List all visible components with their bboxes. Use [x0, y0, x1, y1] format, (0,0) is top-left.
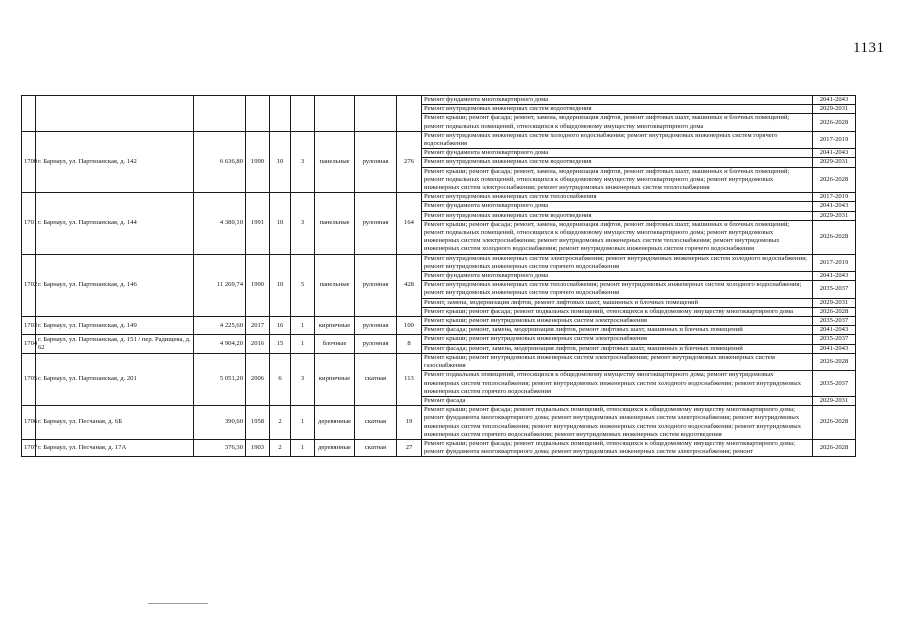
apartment-count: 276 — [397, 131, 422, 192]
work-description: Ремонт внутридомовых инженерных систем электроснабжения; ремонт внутридомовых инженерных систем холодного водоснабжения; ремонт внутридомовых инженерных систем горячего водоснабжения — [422, 254, 813, 271]
floor-count: 6 — [270, 353, 291, 405]
work-description: Ремонт крыши; ремонт внутридомовых инженерных систем электроснабжения — [422, 335, 813, 344]
work-description: Ремонт внутридомовых инженерных систем теплоснабжения — [422, 193, 813, 202]
table-row — [22, 439, 856, 456]
building-address: г. Барнаул, ул. Партизанская, д. 144 — [36, 193, 194, 254]
roof-type: рулонная — [355, 317, 397, 335]
entrance-count: 3 — [291, 353, 315, 405]
work-period: 2026-2028 — [813, 439, 856, 456]
work-period: 2041-2043 — [813, 344, 856, 353]
roof-type: скатная — [355, 439, 397, 456]
total-area: 4 380,10 — [194, 193, 246, 254]
wall-material: деревянные — [315, 439, 355, 456]
apartment-count: 19 — [397, 406, 422, 440]
work-period: 2026-2028 — [813, 406, 856, 440]
wall-material: деревянные — [315, 406, 355, 440]
work-description: Ремонт фундамента многоквартирного дома — [422, 202, 813, 211]
apartment-count: 113 — [397, 353, 422, 405]
work-period: 2026-2028 — [813, 307, 856, 316]
empty-area-cell — [194, 96, 246, 132]
floor-count: 10 — [270, 254, 291, 316]
row-number: 1705 — [22, 353, 36, 405]
work-description: Ремонт крыши; ремонт фасада; ремонт, замена, модернизация лифтов, ремонт лифтовых шахт, машинных и блочных помещений; ремонт подвальных помещений, относящихся к общедомовому имуществу многоквартирного дома — [422, 114, 813, 131]
work-period: 2017-2019 — [813, 193, 856, 202]
work-description: Ремонт фундамента многоквартирного дома — [422, 96, 813, 105]
floor-count: 10 — [270, 193, 291, 254]
roof-type: рулонная — [355, 335, 397, 353]
building-address: г. Барнаул, ул. Партизанская, д. 151 / пер. Радищева, д. 62 — [36, 335, 194, 353]
work-period: 2029-2031 — [813, 158, 856, 167]
work-description: Ремонт фундамента многоквартирного дома — [422, 272, 813, 281]
work-description: Ремонт крыши; ремонт фасада; ремонт подвальных помещений, относящихся к общедомовому имуществу многоквартирного дома; ремонт фундамента многоквартирного дома; ремонт внутридомовых инженерных систем электроснабжения; ремонт внутридомовых инженерных систем теплоснабжения; ремонт внутридомовых инженерных систем холодного водоснабжения; ремонт внутридомовых инженерных систем горячего водоснабжения; ремонт внутридомовых инженерных систем водоотведения — [422, 406, 813, 440]
work-period: 2035-2037 — [813, 281, 856, 298]
work-period: 2026-2028 — [813, 353, 856, 370]
apartment-count: 27 — [397, 439, 422, 456]
floor-count: 15 — [270, 335, 291, 353]
work-period: 2017-2019 — [813, 131, 856, 148]
roof-type: рулонная — [355, 193, 397, 254]
row-number: 1701 — [22, 193, 36, 254]
roof-type: рулонная — [355, 131, 397, 192]
wall-material: кирпичные — [315, 353, 355, 405]
building-address: г. Барнаул, ул. Партизанская, д. 201 — [36, 353, 194, 405]
apartment-count: 8 — [397, 335, 422, 353]
work-description: Ремонт крыши; ремонт фасада; ремонт, замена, модернизация лифтов, ремонт лифтовых шахт, машинных и блочных помещений; ремонт подвальных помещений, относящихся к общедомовому имуществу многоквартирного дома; ремонт внутридомовых инженерных систем электроснабжения; ремонт внутридомовых инженерных систем теплоснабжения; ремонт внутридомовых инженерных систем холодного водоснабжения; ремонт внутридомовых инженерных систем горячего водоснабжения — [422, 220, 813, 254]
work-description: Ремонт фасада; ремонт, замена, модернизация лифтов, ремонт лифтовых шахт, машинных и блочных помещений — [422, 326, 813, 335]
entrance-count: 3 — [291, 193, 315, 254]
floor-count: 2 — [270, 406, 291, 440]
empty-apartments-cell — [397, 96, 422, 132]
total-area: 4 225,60 — [194, 317, 246, 335]
entrance-count: 5 — [291, 254, 315, 316]
work-period: 2029-2031 — [813, 298, 856, 307]
work-period: 2026-2028 — [813, 167, 856, 193]
work-period: 2035-2037 — [813, 371, 856, 397]
construction-year: 2017 — [246, 317, 270, 335]
building-address: г. Барнаул, ул. Партизанская, д. 142 — [36, 131, 194, 192]
row-number: 1707 — [22, 439, 36, 456]
total-area: 11 269,74 — [194, 254, 246, 316]
entrance-count: 1 — [291, 317, 315, 335]
work-period: 2029-2031 — [813, 105, 856, 114]
table-row — [22, 131, 856, 148]
work-description: Ремонт внутридомовых инженерных систем теплоснабжения; ремонт внутридомовых инженерных систем холодного водоснабжения; ремонт внутридомовых инженерных систем горячего водоснабжения — [422, 281, 813, 298]
work-description: Ремонт крыши; ремонт фасада; ремонт подвальных помещений, относящихся к общедомовому имуществу многоквартирного дома; ремонт фундамента многоквартирного дома; ремонт внутридомовых инженерных систем электроснабжения; ремонт — [422, 439, 813, 456]
total-area: 376,30 — [194, 439, 246, 456]
entrance-count: 3 — [291, 131, 315, 192]
work-description: Ремонт крыши; ремонт фасада; ремонт подвальных помещений, относящихся к общедомовому имуществу многоквартирного дома — [422, 307, 813, 316]
table-row — [22, 406, 856, 440]
empty-address-cell — [36, 96, 194, 132]
work-period: 2029-2031 — [813, 211, 856, 220]
row-number: 1706 — [22, 406, 36, 440]
row-number: 1704 — [22, 335, 36, 353]
roof-type: рулонная — [355, 254, 397, 316]
work-description: Ремонт фасада; ремонт, замена, модернизация лифтов, ремонт лифтовых шахт, машинных и блочных помещений — [422, 344, 813, 353]
empty-num-cell — [22, 96, 36, 132]
entrance-count: 1 — [291, 439, 315, 456]
floor-count: 10 — [270, 131, 291, 192]
work-description: Ремонт крыши; ремонт фасада; ремонт, замена, модернизация лифтов, ремонт лифтовых шахт, машинных и блочных помещений; ремонт подвальных помещений, относящихся к общедомовому имуществу многоквартирного дома; ремонт внутридомовых инженерных систем электроснабжения; ремонт внутридомовых инженерных систем теплоснабжения — [422, 167, 813, 193]
row-number: 1703 — [22, 317, 36, 335]
total-area: 4 904,20 — [194, 335, 246, 353]
work-description: Ремонт крыши; ремонт внутридомовых инженерных систем электроснабжения; ремонт внутридомовых инженерных систем газоснабжения — [422, 353, 813, 370]
total-area: 6 636,80 — [194, 131, 246, 192]
wall-material: панельные — [315, 131, 355, 192]
work-description: Ремонт внутридомовых инженерных систем водоотведения — [422, 105, 813, 114]
table-row — [22, 335, 856, 344]
work-period: 2041-2043 — [813, 149, 856, 158]
work-period: 2041-2043 — [813, 272, 856, 281]
wall-material: панельные — [315, 254, 355, 316]
work-period: 2041-2043 — [813, 96, 856, 105]
roof-type: скатная — [355, 406, 397, 440]
table-row — [22, 193, 856, 202]
work-period: 2041-2043 — [813, 326, 856, 335]
empty-year-cell — [246, 96, 270, 132]
construction-year: 1958 — [246, 406, 270, 440]
wall-material: панельные — [315, 193, 355, 254]
work-period: 2041-2043 — [813, 202, 856, 211]
work-period: 2017-2019 — [813, 254, 856, 271]
table-row — [22, 254, 856, 271]
construction-year: 1990 — [246, 131, 270, 192]
building-address: г. Барнаул, ул. Песчаная, д. 17А — [36, 439, 194, 456]
table-row — [22, 353, 856, 370]
work-description: Ремонт, замена, модернизация лифтов, ремонт лифтовых шахт, машинных и блочных помещений — [422, 298, 813, 307]
construction-year: 2006 — [246, 353, 270, 405]
work-description: Ремонт подвальных помещений, относящихся к общедомовому имуществу многоквартирного дома; ремонт внутридомовых инженерных систем теплоснабжения; ремонт внутридомовых инженерных систем холодного водоснабжения; ремонт внутридомовых инженерных систем горячего водоснабжения — [422, 371, 813, 397]
empty-entrances-cell — [291, 96, 315, 132]
construction-year: 1990 — [246, 254, 270, 316]
table-body — [22, 96, 856, 457]
work-period: 2026-2028 — [813, 114, 856, 131]
apartment-count: 428 — [397, 254, 422, 316]
floor-count: 16 — [270, 317, 291, 335]
construction-year: 2016 — [246, 335, 270, 353]
building-address: г. Барнаул, ул. Партизанская, д. 146 — [36, 254, 194, 316]
entrance-count: 1 — [291, 406, 315, 440]
empty-walls-cell — [315, 96, 355, 132]
total-area: 5 051,20 — [194, 353, 246, 405]
roof-type: скатная — [355, 353, 397, 405]
building-address: г. Барнаул, ул. Песчаная, д. 6Б — [36, 406, 194, 440]
table-row — [22, 96, 856, 105]
work-period: 2035-2037 — [813, 335, 856, 344]
work-description: Ремонт внутридомовых инженерных систем холодного водоснабжения; ремонт внутридомовых инженерных систем горячего водоснабжения — [422, 131, 813, 148]
capital-repair-table — [21, 95, 856, 457]
empty-roof-cell — [355, 96, 397, 132]
work-description: Ремонт внутридомовых инженерных систем водоотведения — [422, 211, 813, 220]
construction-year: 1903 — [246, 439, 270, 456]
work-description: Ремонт фасада — [422, 396, 813, 405]
page-number: 1131 — [853, 40, 885, 56]
work-period: 2035-2037 — [813, 317, 856, 326]
work-period: 2029-2031 — [813, 396, 856, 405]
construction-year: 1991 — [246, 193, 270, 254]
building-address: г. Барнаул, ул. Партизанская, д. 149 — [36, 317, 194, 335]
work-description: Ремонт фундамента многоквартирного дома — [422, 149, 813, 158]
work-description: Ремонт крыши; ремонт внутридомовых инженерных систем электроснабжения — [422, 317, 813, 326]
wall-material: блочные — [315, 335, 355, 353]
empty-floors-cell — [270, 96, 291, 132]
wall-material: кирпичные — [315, 317, 355, 335]
row-number: 1700 — [22, 131, 36, 192]
apartment-count: 164 — [397, 193, 422, 254]
work-period: 2026-2028 — [813, 220, 856, 254]
work-description: Ремонт внутридомовых инженерных систем водоотведения — [422, 158, 813, 167]
apartment-count: 100 — [397, 317, 422, 335]
scan-mark — [148, 603, 208, 604]
total-area: 390,60 — [194, 406, 246, 440]
floor-count: 2 — [270, 439, 291, 456]
table-row — [22, 317, 856, 326]
entrance-count: 1 — [291, 335, 315, 353]
row-number: 1702 — [22, 254, 36, 316]
